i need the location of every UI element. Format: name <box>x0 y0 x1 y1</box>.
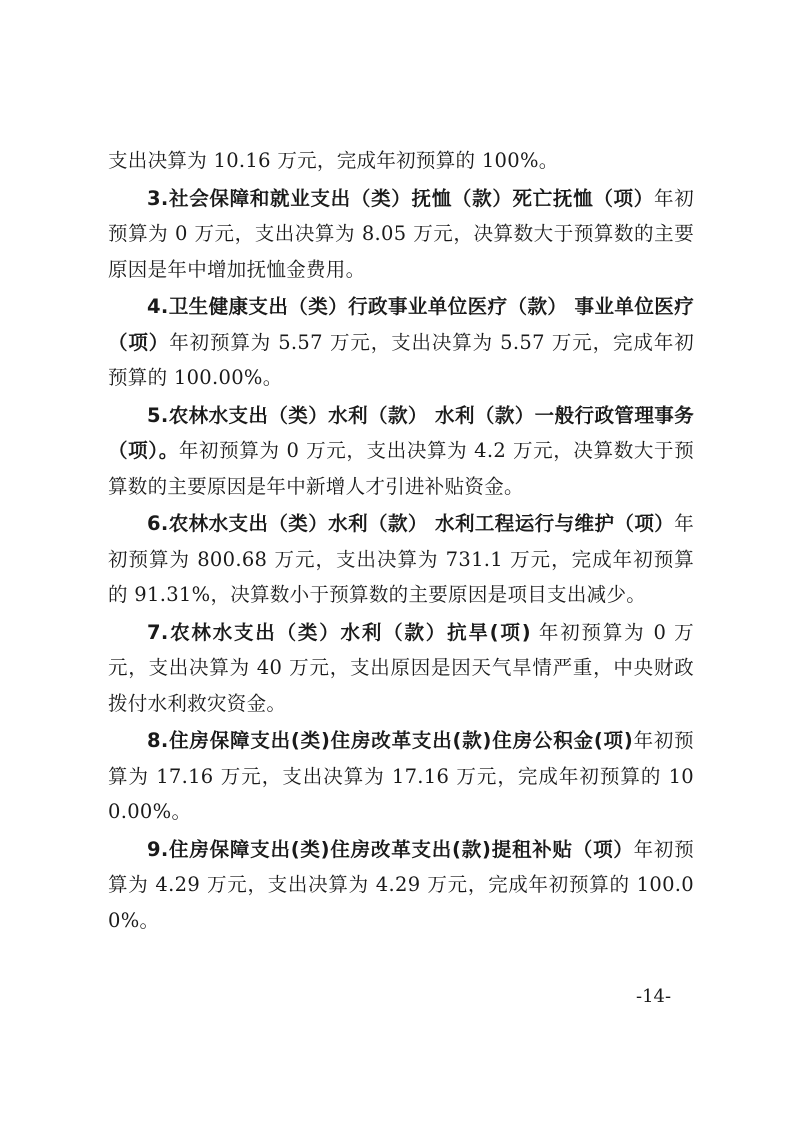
document-page <box>108 143 694 940</box>
paragraph-item-9 <box>108 832 694 939</box>
paragraph-heading: 8.住房保障支出(类)住房改革支出(款)住房公积金(项) <box>147 729 634 752</box>
page-number: -14- <box>636 986 672 1007</box>
paragraph-continuation <box>108 143 694 179</box>
paragraph-heading: 5.农林水支出（类）水利（款） 水利（款）一般行政管理事务（项）。 <box>108 403 694 462</box>
paragraph-item-3 <box>108 181 694 288</box>
paragraph-body: 支出决算为 10.16 万元，完成年初预算的 100%。 <box>108 149 559 172</box>
paragraph-body: 年初预算为 800.68 万元，支出决算为 731.1 万元，完成年初预算的 91.31%，决算数小于预算数的主要原因是项目支出减少。 <box>108 512 694 606</box>
paragraph-body: 年初预算为 0 万元，支出决算为 8.05 万元，决算数大于预算数的主要原因是年中增加抚恤金费用。 <box>108 186 694 281</box>
paragraph-item-7 <box>108 615 694 722</box>
paragraph-body: 年初预算为 5.57 万元，支出决算为 5.57 万元，完成年初预算的 100.00%。 <box>108 330 695 389</box>
paragraph-heading: 9.住房保障支出(类)住房改革支出(款)提租补贴（项） <box>147 837 634 861</box>
paragraph-body: 年初预算为 17.16 万元，支出决算为 17.16 万元，完成年初预算的 100.00%。 <box>108 729 694 823</box>
paragraph-body: 年初预算为 4.29 万元，支出决算为 4.29 万元，完成年初预算的 100.00%。 <box>108 837 694 932</box>
paragraph-body: 年初预算为 0 万元，支出决算为 4.2 万元，决算数大于预算数的主要原因是年中新增人才引进补贴资金。 <box>108 439 694 498</box>
paragraph-heading: 4.卫生健康支出（类）行政事业单位医疗（款） 事业单位医疗（项） <box>108 295 694 354</box>
paragraph-item-8 <box>108 723 694 830</box>
paragraph-item-6 <box>108 506 694 613</box>
paragraph-item-5 <box>108 398 694 505</box>
paragraph-body: 年初预算为 0 万元，支出决算为 40 万元，支出原因是因天气旱情严重，中央财政拨付水利救灾资金。 <box>108 620 694 715</box>
paragraph-heading: 7.农林水支出（类）水利（款）抗旱(项) <box>147 620 531 644</box>
paragraph-heading: 6.农林水支出（类）水利（款） 水利工程运行与维护（项） <box>147 512 675 535</box>
paragraph-heading: 3.社会保障和就业支出（类）抚恤（款）死亡抚恤（项） <box>147 186 654 210</box>
paragraph-item-4 <box>108 289 694 396</box>
